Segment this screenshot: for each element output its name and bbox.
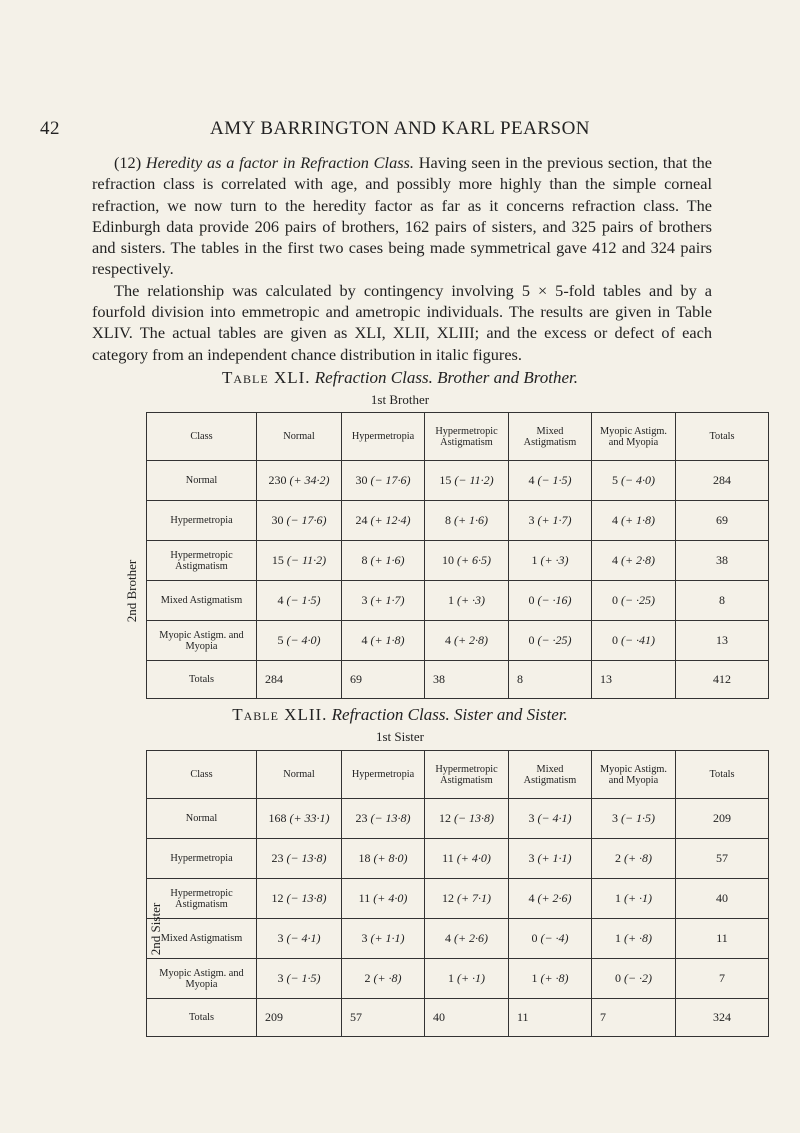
body-text	[92, 152, 712, 365]
cell: 23 (− 13·8)	[342, 799, 425, 839]
column-total: 8	[509, 661, 592, 699]
cell: 0 (− ·25)	[509, 621, 592, 661]
cell: 4 (+ 1·8)	[342, 621, 425, 661]
cell: 3 (+ 1·1)	[509, 839, 592, 879]
column-header: Hypermetropic Astigmatism	[425, 751, 509, 799]
paragraph-2: The relationship was calculated by contingency involving 5 × 5-fold tables and by a fourfold division into emmetropic and ametropic individuals. The results are given in Table XLIV. The actual tables are given as XLI, XLII, XLIII; and the excess or defect of each category from an independent chance distribution in italic figures.	[92, 280, 712, 364]
cell: 0 (− ·16)	[509, 581, 592, 621]
table-xlii-row-group: 2nd Sister	[148, 902, 163, 956]
cell: 168 (+ 33·1)	[257, 799, 342, 839]
table-row	[147, 839, 769, 879]
cell: 3 (+ 1·1)	[342, 919, 425, 959]
table-xli-column-group: 1st Brother	[370, 392, 430, 407]
column-header: Totals	[676, 413, 769, 461]
row-total: 11	[676, 919, 769, 959]
running-title: AMY BARRINGTON AND KARL PEARSON	[209, 118, 591, 139]
column-total: 57	[342, 999, 425, 1037]
column-header: Class	[147, 413, 257, 461]
table-label: Table XLI.	[222, 368, 311, 387]
table-row	[147, 919, 769, 959]
row-label: Hypermetropic Astigmatism	[147, 541, 257, 581]
table-header-row	[147, 751, 769, 799]
cell: 230 (+ 34·2)	[257, 461, 342, 501]
table-xlii-column-group: 1st Sister	[375, 729, 425, 744]
table-label: Table XLII.	[232, 705, 328, 724]
cell: 0 (− ·4)	[509, 919, 592, 959]
cell: 4 (+ 1·8)	[592, 501, 676, 541]
cell: 30 (− 17·6)	[257, 501, 342, 541]
table-row	[147, 959, 769, 999]
cell: 11 (+ 4·0)	[425, 839, 509, 879]
table-xlii	[146, 750, 769, 1037]
column-total: 69	[342, 661, 425, 699]
totals-label: Totals	[147, 999, 257, 1037]
cell: 1 (+ ·1)	[425, 959, 509, 999]
column-header: Mixed Astigmatism	[509, 751, 592, 799]
running-header	[40, 118, 760, 144]
cell: 12 (− 13·8)	[425, 799, 509, 839]
cell: 2 (+ ·8)	[342, 959, 425, 999]
column-header: Hypermetropic Astigmatism	[425, 413, 509, 461]
row-label: Hypermetropia	[147, 839, 257, 879]
row-total: 13	[676, 621, 769, 661]
table-header-row	[147, 413, 769, 461]
section-title: Heredity as a factor in Refraction Class.	[145, 153, 414, 172]
row-label: Hypermetropic Astigmatism	[147, 879, 257, 919]
table-title: Refraction Class. Sister and Sister.	[331, 705, 568, 724]
column-header: Class	[147, 751, 257, 799]
row-total: 209	[676, 799, 769, 839]
cell: 3 (− 4·1)	[509, 799, 592, 839]
cell: 12 (+ 7·1)	[425, 879, 509, 919]
cell: 15 (− 11·2)	[257, 541, 342, 581]
row-total: 284	[676, 461, 769, 501]
column-total: 209	[257, 999, 342, 1037]
cell: 3 (+ 1·7)	[509, 501, 592, 541]
cell: 1 (+ ·8)	[509, 959, 592, 999]
row-label: Mixed Astigmatism	[147, 919, 257, 959]
row-label: Myopic Astigm. and Myopia	[147, 959, 257, 999]
column-total: 284	[257, 661, 342, 699]
cell: 1 (+ ·3)	[509, 541, 592, 581]
cell: 4 (+ 2·6)	[509, 879, 592, 919]
cell: 3 (+ 1·7)	[342, 581, 425, 621]
cell: 5 (− 4·0)	[257, 621, 342, 661]
totals-label: Totals	[147, 661, 257, 699]
cell: 0 (− ·41)	[592, 621, 676, 661]
table-row	[147, 461, 769, 501]
cell: 23 (− 13·8)	[257, 839, 342, 879]
row-label: Mixed Astigmatism	[147, 581, 257, 621]
grand-total: 412	[676, 661, 769, 699]
row-label: Normal	[147, 461, 257, 501]
cell: 4 (− 1·5)	[509, 461, 592, 501]
table-row	[147, 501, 769, 541]
table-xli-caption	[0, 368, 800, 388]
row-total: 8	[676, 581, 769, 621]
grand-total: 324	[676, 999, 769, 1037]
section-number: (12)	[114, 153, 142, 172]
column-header: Normal	[257, 413, 342, 461]
cell: 5 (− 4·0)	[592, 461, 676, 501]
cell: 1 (+ ·8)	[592, 919, 676, 959]
cell: 8 (+ 1·6)	[342, 541, 425, 581]
cell: 4 (− 1·5)	[257, 581, 342, 621]
column-header: Totals	[676, 751, 769, 799]
cell: 0 (− ·2)	[592, 959, 676, 999]
table-row	[147, 799, 769, 839]
row-total: 57	[676, 839, 769, 879]
column-total: 40	[425, 999, 509, 1037]
column-header: Normal	[257, 751, 342, 799]
row-total: 69	[676, 501, 769, 541]
row-total: 7	[676, 959, 769, 999]
column-header: Myopic Astigm. and Myopia	[592, 413, 676, 461]
cell: 18 (+ 8·0)	[342, 839, 425, 879]
cell: 3 (− 1·5)	[592, 799, 676, 839]
table-xli-row-group: 2nd Brother	[124, 559, 139, 623]
row-label: Myopic Astigm. and Myopia	[147, 621, 257, 661]
paragraph-1-text: Having seen in the previous section, that the refraction class is correlated with age, and possibly more highly than the simple corneal refraction, we now turn to the heredity factor as far as it concerns refraction class. The Edinburgh data provide 206 pairs of brothers, 162 pairs of sisters, and 325 pairs of brothers and sisters. The tables in the first two cases being made symmetrical gave 412 and 324 pairs respectively.	[92, 153, 712, 279]
column-total: 7	[592, 999, 676, 1037]
cell: 1 (+ ·1)	[592, 879, 676, 919]
totals-row	[147, 661, 769, 699]
cell: 3 (− 4·1)	[257, 919, 342, 959]
paragraph-1	[92, 152, 712, 280]
row-total: 38	[676, 541, 769, 581]
cell: 30 (− 17·6)	[342, 461, 425, 501]
column-header: Myopic Astigm. and Myopia	[592, 751, 676, 799]
row-total: 40	[676, 879, 769, 919]
cell: 1 (+ ·3)	[425, 581, 509, 621]
cell: 4 (+ 2·6)	[425, 919, 509, 959]
table-row	[147, 621, 769, 661]
row-label: Hypermetropia	[147, 501, 257, 541]
column-header: Hypermetropia	[342, 413, 425, 461]
cell: 10 (+ 6·5)	[425, 541, 509, 581]
table-xlii-caption	[0, 705, 800, 725]
cell: 4 (+ 2·8)	[425, 621, 509, 661]
cell: 3 (− 1·5)	[257, 959, 342, 999]
table-row	[147, 541, 769, 581]
table-row	[147, 879, 769, 919]
row-label: Normal	[147, 799, 257, 839]
cell: 2 (+ ·8)	[592, 839, 676, 879]
page-number: 42	[40, 118, 60, 139]
cell: 11 (+ 4·0)	[342, 879, 425, 919]
table-title: Refraction Class. Brother and Brother.	[314, 368, 578, 387]
cell: 4 (+ 2·8)	[592, 541, 676, 581]
cell: 12 (− 13·8)	[257, 879, 342, 919]
column-header: Mixed Astigmatism	[509, 413, 592, 461]
column-total: 13	[592, 661, 676, 699]
cell: 8 (+ 1·6)	[425, 501, 509, 541]
column-header: Hypermetropia	[342, 751, 425, 799]
cell: 24 (+ 12·4)	[342, 501, 425, 541]
cell: 0 (− ·25)	[592, 581, 676, 621]
column-total: 38	[425, 661, 509, 699]
table-xli	[146, 412, 769, 699]
table-row	[147, 581, 769, 621]
totals-row	[147, 999, 769, 1037]
column-total: 11	[509, 999, 592, 1037]
cell: 15 (− 11·2)	[425, 461, 509, 501]
